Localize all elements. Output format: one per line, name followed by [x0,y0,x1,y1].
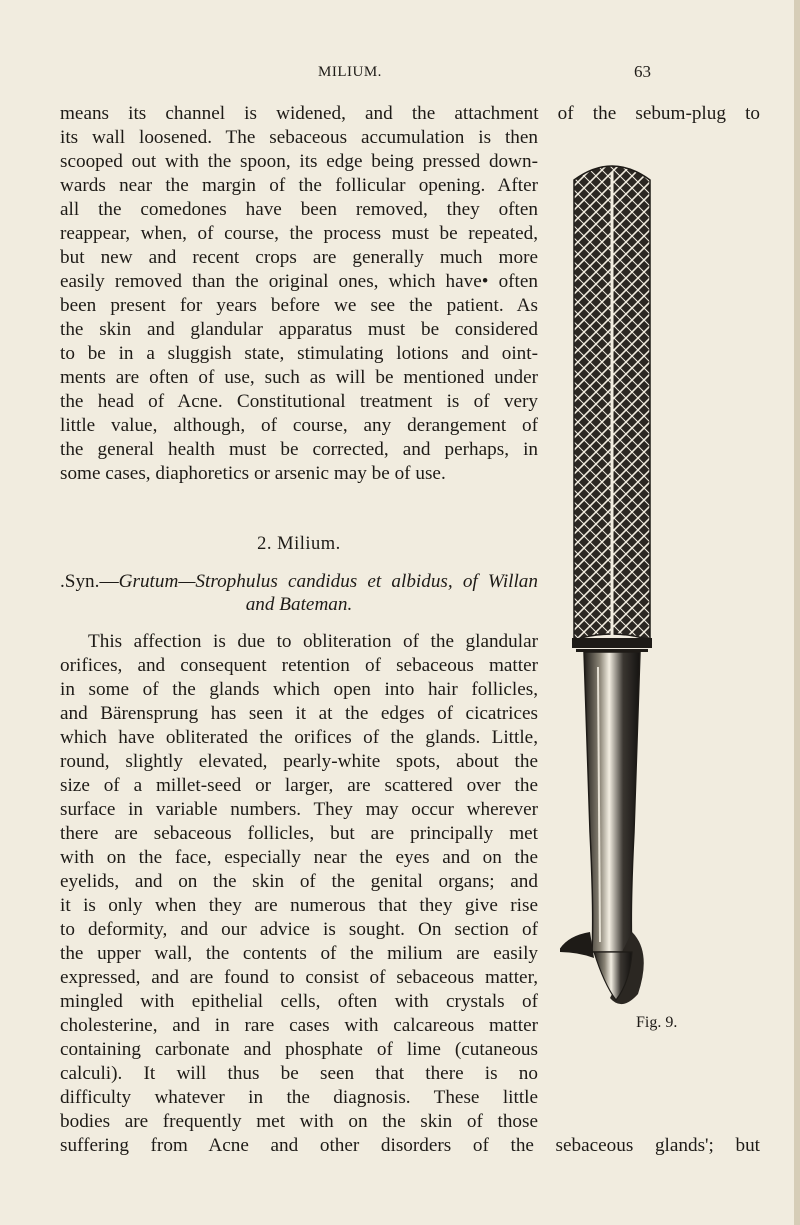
text-line: all the comedones have been removed, they often [60,199,538,220]
page-gutter-edge [794,0,800,1225]
figure-9-comedone-extractor-illustration [560,152,660,1012]
synonym-text: Grutum—Strophulus candidus et albidus, of Willan [118,571,538,592]
text-line: reappear, when, of course, the process must be repeated, [60,223,538,244]
text-line: to be in a sluggish state, stimulating lotions and oint- [60,343,538,364]
synonym-line [60,570,538,594]
text-line: the upper wall, the contents of the milium are easily [60,943,538,964]
text-line: wards near the margin of the follicular opening. After [60,175,538,196]
text-line: some cases, diaphoretics or arsenic may be of use. [60,463,446,484]
page-number: 63 [634,62,651,81]
text-line: orifices, and consequent retention of sebaceous matter [60,655,538,676]
text-line: little value, although, of course, any derangement of [60,415,538,436]
running-header: MILIUM. [318,64,382,80]
text-line: difficulty whatever in the diagnosis. These little [60,1087,538,1108]
text-line: but new and recent crops are generally much more [60,247,538,268]
text-line: This affection is due to obliteration of the glandular [88,631,538,652]
text-line: cholesterine, and in rare cases with calcareous matter [60,1015,538,1036]
text-line: been present for years before we see the patient. As [60,295,538,316]
text-line: which have obliterated the orifices of the glands. Little, [60,727,538,748]
text-line: with on the face, especially near the eyes and on the [60,847,538,868]
text-line: there are sebaceous follicles, but are principally met [60,823,538,844]
text-line: scooped out with the spoon, its edge being pressed down- [60,151,538,172]
text-line: containing carbonate and phosphate of lime (cutaneous [60,1039,538,1060]
text-line: means its channel is widened, and the attachment of the sebum-plug to [60,103,760,124]
figure-caption: Fig. 9. [636,1014,678,1031]
text-line: eyelids, and on the skin of the genital organs; and [60,871,538,892]
text-line: the head of Acne. Constitutional treatment is of very [60,391,538,412]
text-line: easily removed than the original ones, which have• often [60,271,538,292]
text-line: ments are often of use, such as will be mentioned under [60,367,538,388]
text-line: and Bärensprung has seen it at the edges of cicatrices [60,703,538,724]
section-heading: 2. Milium. [257,534,341,554]
text-line: bodies are frequently met with on the skin of those [60,1111,538,1132]
text-line: expressed, and are found to consist of sebaceous matter, [60,967,538,988]
text-line: calculi). It will thus be seen that there is no [60,1063,538,1084]
text-line: surface in variable numbers. They may occur wherever [60,799,538,820]
synonym-authors: and Bateman. [245,594,353,615]
text-line: in some of the glands which open into hair follicles, [60,679,538,700]
text-line: the skin and glandular apparatus must be considered [60,319,538,340]
text-line: suffering from Acne and other disorders of the sebaceous glands'; but [60,1135,760,1156]
synonym-prefix: .Syn.— [60,571,119,592]
text-line: its wall loosened. The sebaceous accumulation is then [60,127,538,148]
text-line: mingled with epithelial cells, often with crystals of [60,991,538,1012]
synonym-line-2 [60,593,538,617]
text-line: round, slightly elevated, pearly-white spots, about the [60,751,538,772]
text-line: the general health must be corrected, and perhaps, in [60,439,538,460]
text-line: it is only when they are numerous that they give rise [60,895,538,916]
text-line: size of a millet-seed or larger, are scattered over the [60,775,538,796]
text-line: to deformity, and our advice is sought. On section of [60,919,538,940]
